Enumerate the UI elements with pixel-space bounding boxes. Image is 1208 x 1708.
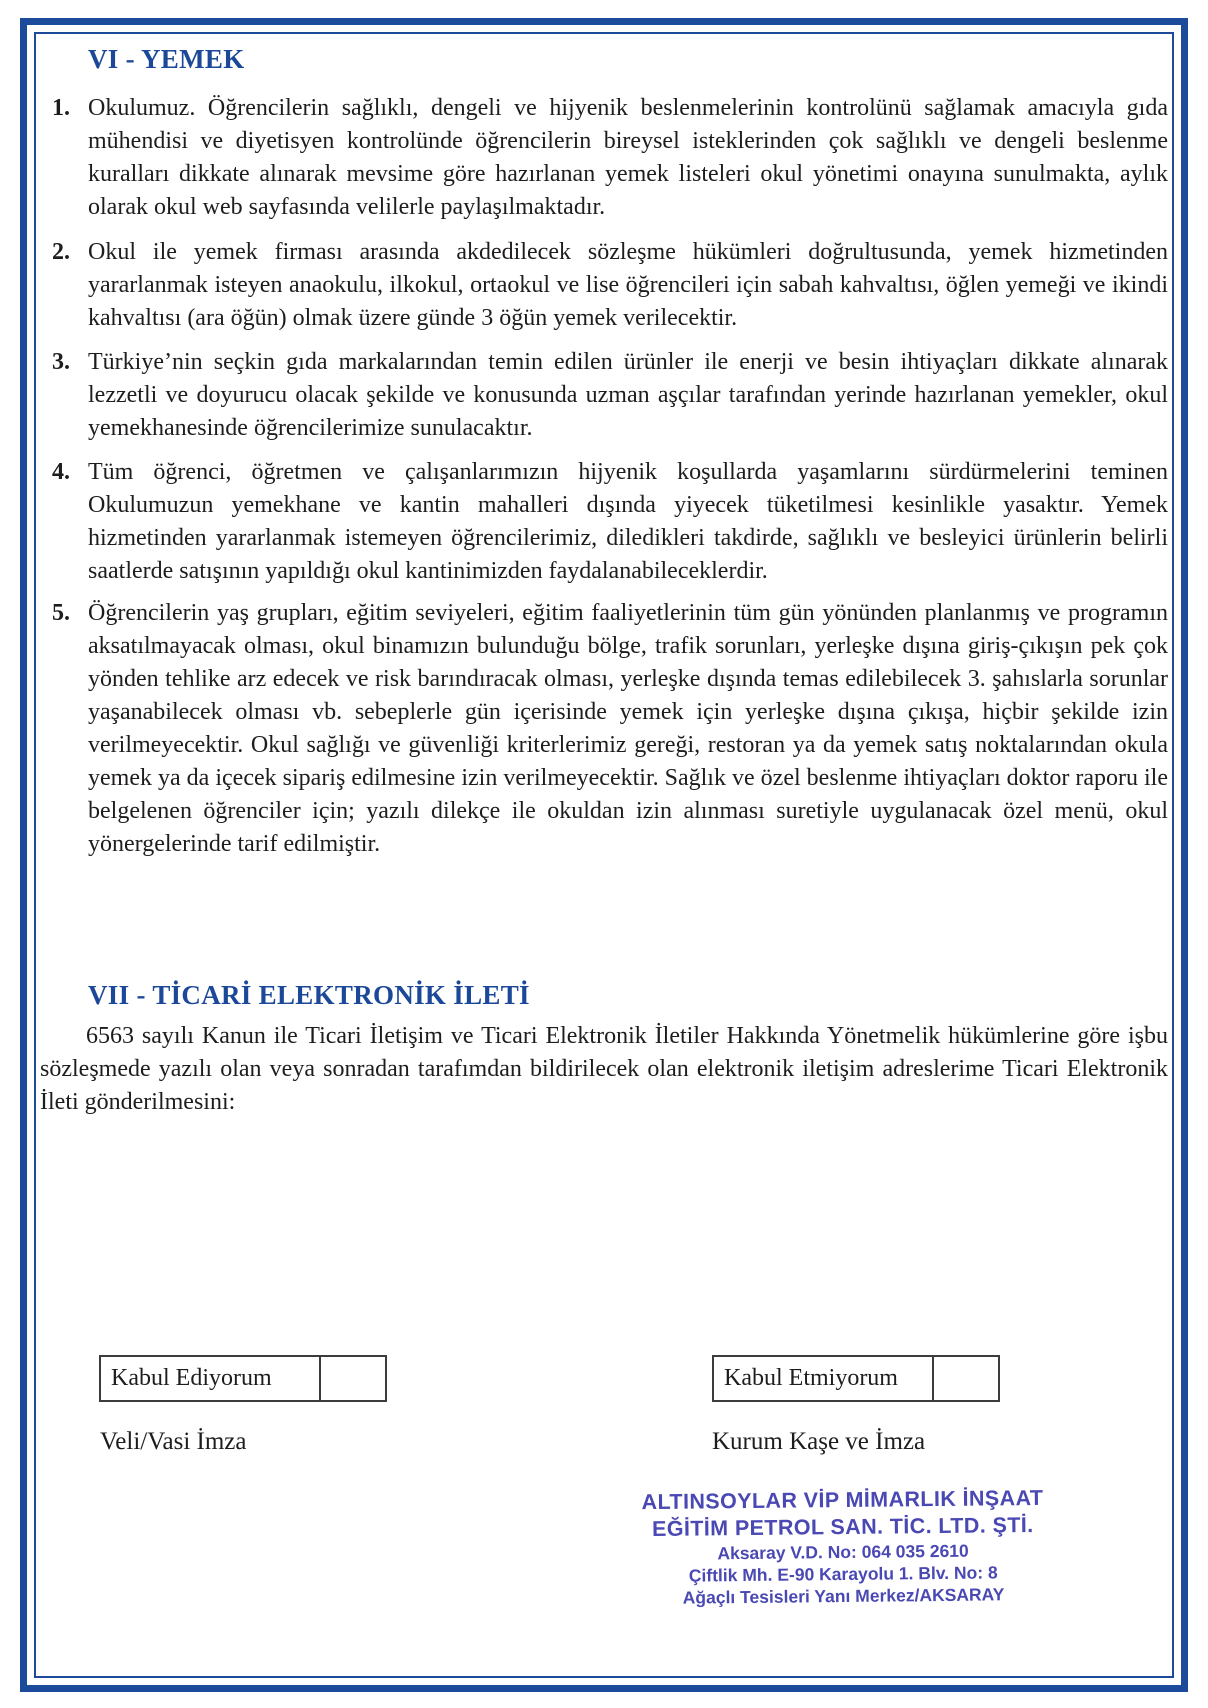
list-item	[40, 236, 1168, 335]
section-vii-paragraph: 6563 sayılı Kanun ile Ticari İletişim ve Ticari Elektronik İletiler Hakkında Yönetmelik hükümlerine göre işbu sözleşmede yazılı olan veya sonradan tarafımdan bildirilecek olan elektronik iletişim adreslerime Ticari Elektronik İleti gönderilmesini:	[40, 1023, 1168, 1115]
list-item-text: Öğrencilerin yaş grupları, eğitim seviyeleri, eğitim faaliyetlerinin tüm gün yönünden planlanmış ve programın aksatılmayacak olması, okul binamızın bulunduğu bölge, trafik sorunları, yerleşke dışına giriş-çıkışın pek çok yönden tehlike arz edecek ve risk barındıracak olması, yerleşke dışında temas edilebilecek 3. şahıslarla sorunlar yaşanabilecek olması vb. sebeplerle gün içerisinde yemek için yerleşke dışına çıkışa, hiçbir şekilde izin verilmeyecektir. Okul sağlığı ve güvenliği kriterlerimiz gereği, restoran ya da yemek satış noktalarından okula yemek ya da içecek sipariş edilmesine izin verilmeyecektir. Sağlık ve özel beslenme ihtiyaçları doktor raporu ile belgelenen öğrenciler için; yazılı dilekçe ile okuldan izin alınması suretiyle uygulanacak özel menü, okul yönergelerinde tarif edilmiştir.	[88, 600, 1168, 857]
list-item	[40, 92, 1168, 224]
stamp-line: Ağaçlı Tesisleri Yanı Merkez/AKSARAY	[682, 1584, 1005, 1608]
list-item-number: 5.	[52, 600, 70, 626]
reject-checkbox[interactable]	[932, 1357, 998, 1400]
accept-option	[99, 1355, 387, 1402]
list-item-text: Tüm öğrenci, öğretmen ve çalışanlarımızın hijyenik koşullarda yaşamlarını sürdürmelerini teminen Okulumuzun yemekhane ve kantin mahalleri dışında yiyecek tüketilmesi kesinlikle yasaktır. Yemek hizmetinden yararlanmak istemeyen öğrencilerimiz, diledikleri takdirde, sağlıklı ve besleyici ürünlerin belirli saatlerde satışının yapıldığı okul kantinimizden faydalanabileceklerdir.	[88, 459, 1168, 584]
reject-label: Kabul Etmiyorum	[724, 1365, 898, 1391]
list-item-number: 1.	[52, 95, 70, 121]
stamp-line: Çiftlik Mh. E-90 Karayolu 1. Blv. No: 8	[688, 1562, 998, 1586]
stamp-line: ALTINSOYLAR VİP MİMARLIK İNŞAAT	[641, 1485, 1044, 1515]
list-item	[40, 346, 1168, 445]
company-stamp	[625, 1485, 1060, 1610]
list-item	[40, 597, 1168, 861]
list-item-number: 3.	[52, 349, 70, 375]
stamp-line: EĞİTİM PETROL SAN. TİC. LTD. ŞTİ.	[651, 1513, 1034, 1541]
section-vii-heading: VII - TİCARİ ELEKTRONİK İLETİ	[88, 980, 530, 1010]
list-item-text: Okul ile yemek firması arasında akdedilecek sözleşme hükümleri doğrultusunda, yemek hizmetinden yararlanmak isteyen anaokulu, ilkokul, ortaokul ve lise öğrencileri için sabah kahvaltısı, öğlen yemeği ve ikindi kahvaltısı (ara öğün) olmak üzere günde 3 öğün yemek verilecektir.	[88, 239, 1168, 331]
accept-label: Kabul Ediyorum	[111, 1365, 272, 1391]
accept-checkbox[interactable]	[319, 1357, 385, 1400]
list-item	[40, 456, 1168, 588]
guardian-signature-label: Veli/Vasi İmza	[100, 1428, 247, 1455]
institution-signature-label: Kurum Kaşe ve İmza	[712, 1428, 926, 1455]
list-item-number: 2.	[52, 239, 70, 265]
list-item-text: Okulumuz. Öğrencilerin sağlıklı, dengeli ve hijyenik beslenmelerinin kontrolünü sağlamak amacıyla gıda mühendisi ve diyetisyen kontrolünde öğrencilerin bireysel isteklerinden çok sağlıklı ve dengeli beslenme kuralları dikkate alınarak mevsime göre hazırlanan yemek listeleri okul yönetimi onayına sunulmakta, aylık olarak okul web sayfasında velilerle paylaşılmaktadır.	[88, 95, 1168, 220]
stamp-line: Aksaray V.D. No: 064 035 2610	[717, 1540, 969, 1564]
section-vi-heading: VI - YEMEK	[88, 44, 245, 74]
list-item-number: 4.	[52, 459, 70, 485]
reject-option	[712, 1355, 1000, 1402]
list-item-text: Türkiye’nin seçkin gıda markalarından temin edilen ürünler ile enerji ve besin ihtiyaçları dikkate alınarak lezzetli ve doyurucu olacak şekilde ve konusunda uzman aşçılar tarafından yerinde hazırlanan yemekler, okul yemekhanesinde öğrencilerimize sunulacaktır.	[88, 349, 1168, 441]
